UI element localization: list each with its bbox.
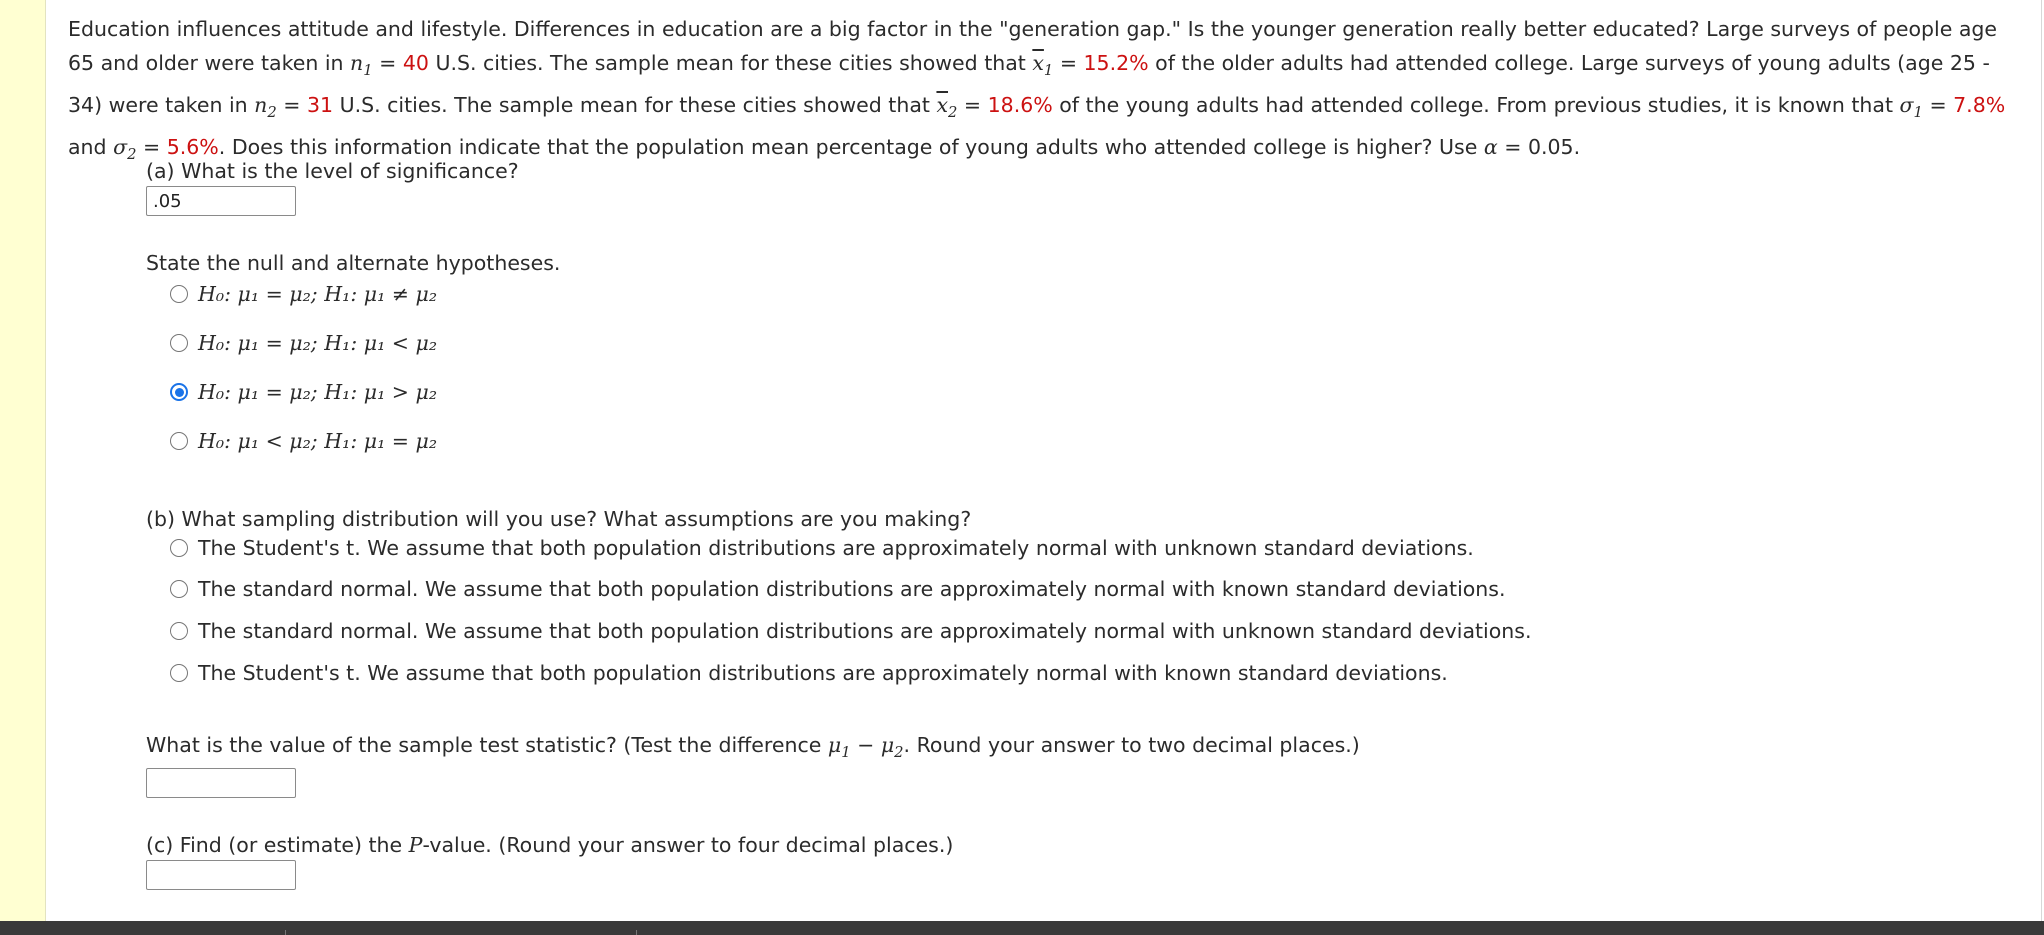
part-b-question: (b) What sampling distribution will you use? What assumptions are you making? xyxy=(146,507,972,531)
toolbar-divider xyxy=(285,930,286,935)
sigma1-value: 7.8% xyxy=(1953,93,2006,118)
test-statistic-input[interactable] xyxy=(146,768,296,798)
minus-sign: − xyxy=(850,733,881,757)
intro-period: . xyxy=(1573,135,1581,160)
intro-text-3: of the older adults had attended college. Large surveys of young adults (age 25 - 34) were taken in xyxy=(68,51,1990,118)
distribution-option-label: The Student's t. We assume that both population distributions are approximately normal with known standard deviations. xyxy=(198,661,1448,685)
hypothesis-option-label: H₀: μ₁ = μ₂; H₁: μ₁ < μ₂ xyxy=(198,331,438,355)
test-statistic-question xyxy=(146,732,1360,766)
sigma2-symbol xyxy=(113,135,137,164)
equals-3: = xyxy=(276,93,307,118)
mu1-subscript: 1 xyxy=(841,744,851,762)
intro-text-4: U.S. cities. The sample mean for these cities showed that xyxy=(333,93,937,118)
intro-text-6: . Does this information indicate that the population mean percentage of young adults who attended college is higher? Use xyxy=(218,135,1484,160)
test-statistic-text-1: What is the value of the sample test statistic? (Test the difference xyxy=(146,733,828,757)
equals-7: = xyxy=(1497,135,1528,160)
hypotheses-prompt: State the null and alternate hypotheses. xyxy=(146,251,561,275)
radio-button[interactable] xyxy=(170,539,188,557)
radio-button-selected[interactable] xyxy=(170,383,188,401)
part-c-question xyxy=(146,832,953,858)
distribution-option-label: The Student's t. We assume that both population distributions are approximately normal with unknown standard deviations. xyxy=(198,536,1474,560)
sigma1-letter: σ xyxy=(1899,93,1914,118)
equals-6: = xyxy=(136,135,167,160)
sigma2-value: 5.6% xyxy=(166,135,219,160)
distribution-option-1[interactable] xyxy=(170,534,1474,562)
hypothesis-option-1[interactable] xyxy=(170,280,437,308)
radio-button[interactable] xyxy=(170,334,188,352)
distribution-option-label: The standard normal. We assume that both population distributions are approximately normal with unknown standard deviations. xyxy=(198,619,1532,643)
n1-subscript: 1 xyxy=(363,62,373,80)
p-value-input[interactable] xyxy=(146,860,296,890)
hypothesis-option-4[interactable] xyxy=(170,427,437,455)
significance-level-input[interactable] xyxy=(146,186,296,216)
distribution-option-2[interactable] xyxy=(170,575,1506,603)
equals-5: = xyxy=(1922,93,1954,118)
n2-subscript: 2 xyxy=(267,104,277,122)
x2-subscript: 2 xyxy=(948,104,958,122)
n1-symbol xyxy=(350,51,373,80)
toolbar-divider xyxy=(636,930,637,935)
n1-letter: n xyxy=(350,51,364,75)
part-c-text-2: -value. (Round your answer to four decimal places.) xyxy=(422,833,954,857)
alpha-value: 0.05 xyxy=(1527,135,1574,160)
hypothesis-option-2[interactable] xyxy=(170,329,437,357)
equals-2: = xyxy=(1053,51,1084,75)
alpha-symbol: α xyxy=(1483,135,1498,160)
test-statistic-text-2: . Round your answer to two decimal places.) xyxy=(903,733,1360,757)
hypothesis-option-label: H₀: μ₁ = μ₂; H₁: μ₁ ≠ μ₂ xyxy=(198,282,438,306)
distribution-option-3[interactable] xyxy=(170,617,1531,645)
radio-button[interactable] xyxy=(170,622,188,640)
distribution-option-4[interactable] xyxy=(170,659,1448,687)
radio-button[interactable] xyxy=(170,664,188,682)
and-text: and xyxy=(68,135,114,160)
question-content xyxy=(68,12,2018,172)
left-margin-strip xyxy=(0,0,46,921)
n1-value: 40 xyxy=(402,51,429,75)
part-a-question: (a) What is the level of significance? xyxy=(146,159,519,183)
part-c-text-1: (c) Find (or estimate) the xyxy=(146,833,409,857)
x1-symbol xyxy=(1032,51,1054,80)
n2-value: 31 xyxy=(306,93,334,118)
x1-value: 15.2% xyxy=(1083,51,1149,75)
sigma1-symbol xyxy=(1899,93,1923,122)
x2-symbol xyxy=(936,93,958,122)
hypothesis-option-label: H₀: μ₁ < μ₂; H₁: μ₁ = μ₂ xyxy=(198,429,438,453)
mu1-symbol xyxy=(827,733,851,762)
radio-button[interactable] xyxy=(170,285,188,303)
n2-symbol xyxy=(254,93,277,122)
distribution-option-label: The standard normal. We assume that both population distributions are approximately normal with known standard deviations. xyxy=(198,577,1506,601)
sigma1-subscript: 1 xyxy=(1913,104,1923,122)
mu1-letter: μ xyxy=(827,733,842,757)
problem-statement xyxy=(68,12,2018,172)
equals-1: = xyxy=(372,51,403,75)
intro-text-5: of the young adults had attended college. From previous studies, it is known that xyxy=(1052,93,1900,118)
x1-letter: $\overline{x}$ xyxy=(1032,51,1044,75)
x2-letter: $\overline{x}$ xyxy=(936,93,949,118)
mu2-subscript: 2 xyxy=(894,744,904,762)
mu2-letter: μ xyxy=(880,733,895,757)
sigma2-letter: σ xyxy=(113,135,128,160)
radio-button[interactable] xyxy=(170,432,188,450)
mu2-symbol xyxy=(880,733,904,762)
intro-text-1: Education influences attitude and lifestyle. Differences in education are a big factor in the "generation gap." Is the younger generation really better educated? Large surveys of people age 65 and older were taken in xyxy=(68,17,1998,75)
bottom-toolbar xyxy=(0,921,2044,935)
x1-subscript: 1 xyxy=(1043,62,1054,80)
sigma2-subscript: 2 xyxy=(127,146,137,164)
right-border xyxy=(2041,0,2042,921)
hypothesis-option-3[interactable] xyxy=(170,378,437,406)
n2-letter: n xyxy=(254,93,268,118)
hypothesis-option-label: H₀: μ₁ = μ₂; H₁: μ₁ > μ₂ xyxy=(198,380,438,404)
equals-4: = xyxy=(957,93,988,118)
radio-button[interactable] xyxy=(170,580,188,598)
intro-text-2: U.S. cities. The sample mean for these cities showed that xyxy=(428,51,1033,75)
x2-value: 18.6% xyxy=(987,93,1053,118)
p-symbol: P xyxy=(408,833,423,857)
